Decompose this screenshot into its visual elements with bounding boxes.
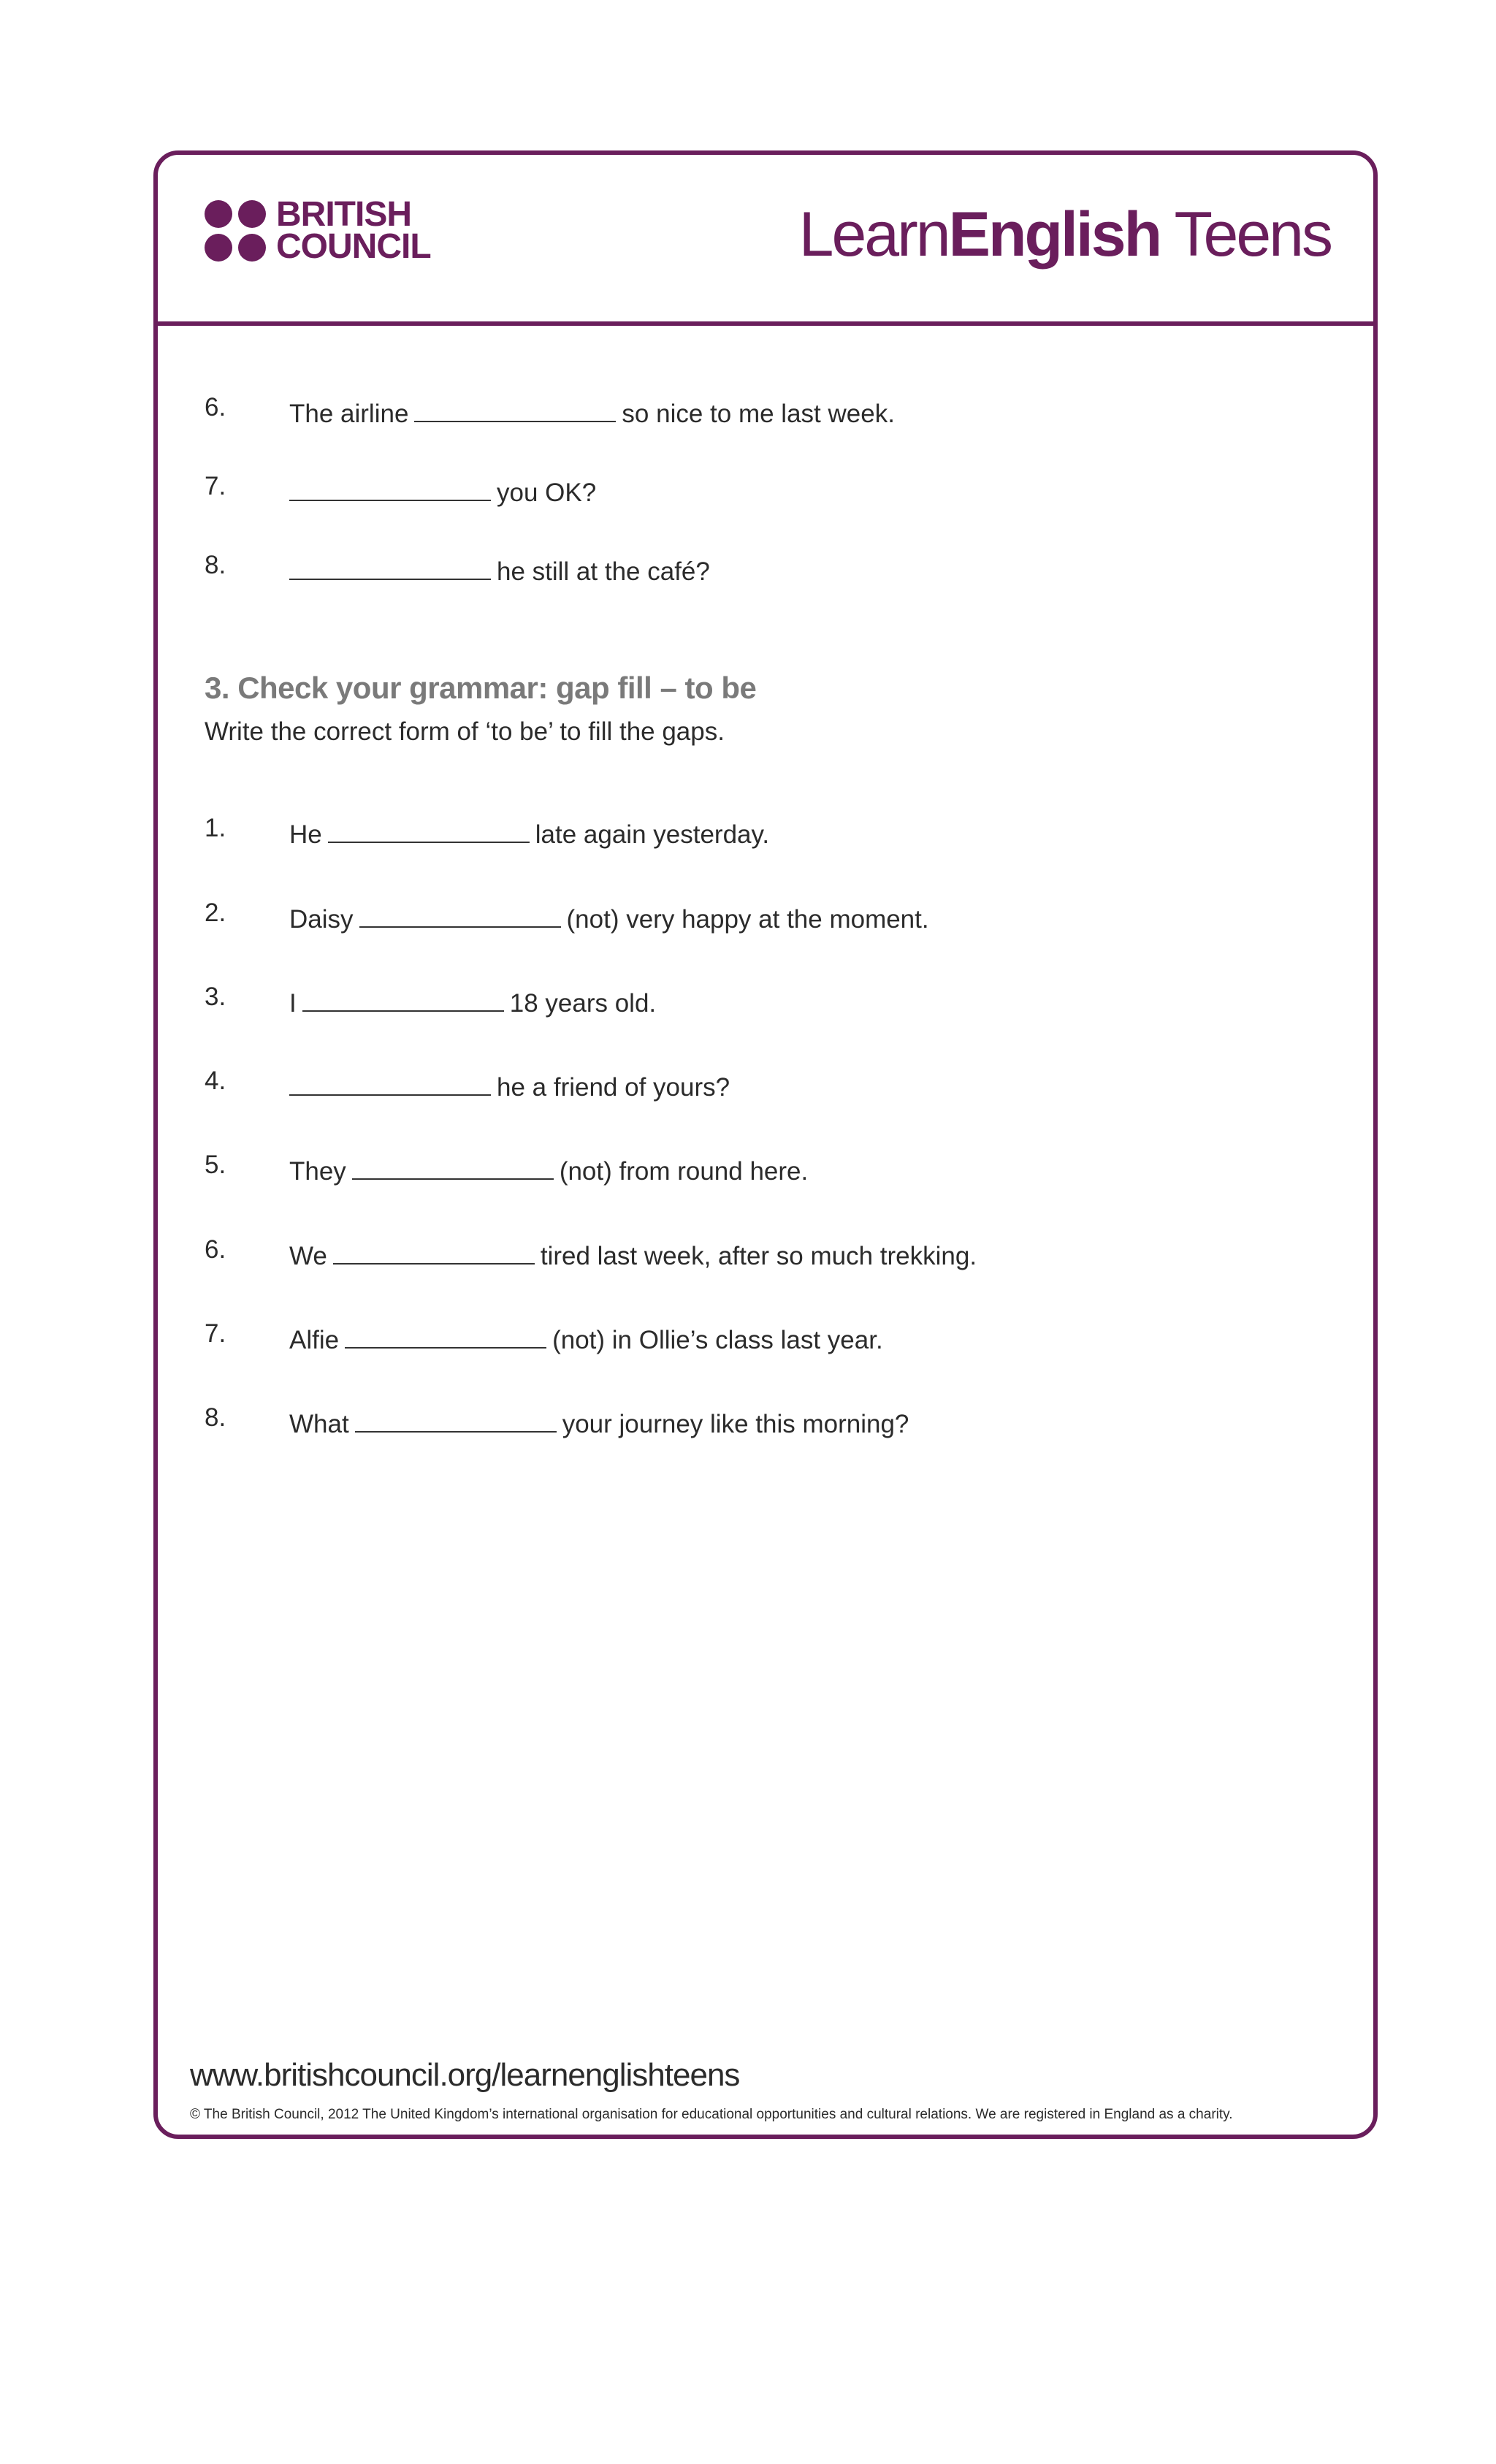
answer-blank[interactable]	[302, 988, 504, 1012]
answer-blank[interactable]	[352, 1156, 554, 1180]
worksheet-content: 6. The airline so nice to me last week. 7. you OK? 8. he still at the café? 3. Check your grammar: gap fill – to be Write the correct form of ‘to be’ to fill the gaps. 1. He late again yesterday. 2. Daisy (not) very happy at the moment. 3. I 18 years old. 4. he a friend of yours? 5. They (not) from round here. 6. We tired last week, after so much trekking. 7. Alfie (not) in Ollie’s class last year. 8. What your journey like this morning? www.britishcouncil.org/learnenglishteens © The British Council, 2012 The United Kingdom’s international organisation for educational opportunities and cultural relations. We are registered in England as a charity.	[190, 393, 1233, 2122]
answer-blank[interactable]	[333, 1241, 535, 1265]
answer-blank[interactable]	[345, 1325, 546, 1349]
british-council-line2: COUNCIL	[276, 227, 431, 266]
answer-blank[interactable]	[414, 399, 616, 422]
answer-blank[interactable]	[289, 478, 491, 501]
british-council-line1: BRITISH	[276, 195, 411, 234]
footer-url[interactable]: www.britishcouncil.org/learnenglishteens	[190, 2057, 740, 2093]
answer-blank[interactable]	[328, 820, 530, 843]
worksheet-frame	[153, 150, 1378, 2139]
answer-blank[interactable]	[289, 557, 491, 580]
section-title: 3. Check your grammar: gap fill – to be	[205, 671, 757, 705]
answer-blank[interactable]	[355, 1409, 557, 1433]
footer-copyright: © The British Council, 2012 The United Kingdom’s international organisation for educational opportunities and cultural relations. We are registered in England as a charity.	[190, 2107, 1233, 2122]
answer-blank[interactable]	[359, 904, 561, 928]
answer-blank[interactable]	[289, 1072, 491, 1096]
section-instruction: Write the correct form of ‘to be’ to fill the gaps.	[205, 717, 725, 746]
learnenglish-teens-logo: LearnEnglish Teens	[798, 199, 1331, 270]
